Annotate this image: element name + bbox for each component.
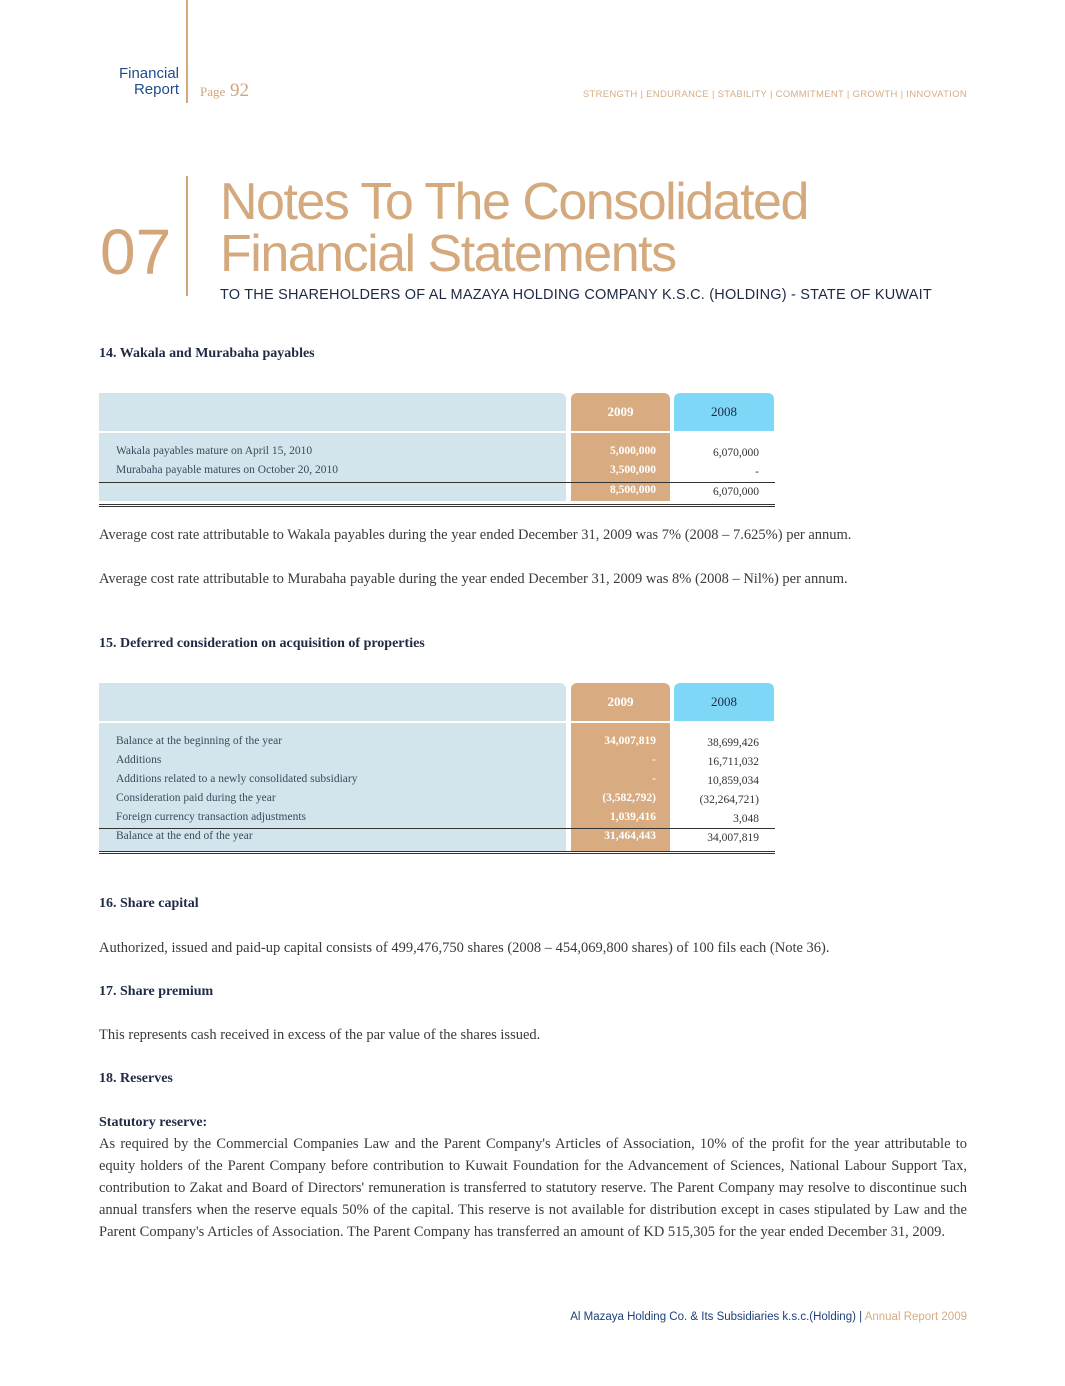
note18-heading: 18. Reserves (99, 1071, 173, 1086)
page-label: Page (200, 84, 226, 99)
note14-heading: 14. Wakala and Murabaha payables (99, 346, 315, 361)
note15-heading: 15. Deferred consideration on acquisition of properties (99, 636, 425, 651)
table-row: Balance at the beginning of the year 34,007,819 38,699,426 (116, 735, 759, 749)
col-header-2008: 2008 (674, 683, 774, 721)
footer-separator: | (859, 1311, 863, 1323)
note16-heading: 16. Share capital (99, 896, 199, 911)
header-tagline: STRENGTH | ENDURANCE | STABILITY | COMMITMENT | GROWTH | INNOVATION (582, 89, 967, 100)
note14-murabaha-rate: Average cost rate attributable to Murabaha payable during the year ended December 31, 2009 was 8% (2008 – Nil%) per annum. (99, 571, 848, 587)
table-total-row: Balance at the end of the year 31,464,443 34,007,819 (116, 830, 759, 844)
footer-company: Al Mazaya Holding Co. & Its Subsidiaries k.s.c.(Holding) (570, 1311, 856, 1323)
header-divider (186, 0, 188, 103)
page-title (220, 173, 808, 283)
header-section-line1: Financial (118, 65, 179, 82)
note18-text: As required by the Commercial Companies Law and the Parent Company's Articles of Association, 10% of the profit for the year attributable to equity holders of the Parent Company before contribution to Kuwait Foundation for the Advancement of Sciences, National Labour Support Tax, contribution to Zakat and Board of Directors' remuneration is transferred to statutory reserve. The Parent Company may resolve to discontinue such annual transfers when the reserve equals 50% of the capital. This reserve is not available for distribution except in cases stipulated by Law and the Parent Company's Articles of Association. The Parent Company has transferred an amount of KD 515,305 for the year ended December 31, 2009. (99, 1136, 967, 1240)
title-divider (186, 176, 188, 296)
note18-subheading: Statutory reserve: (99, 1115, 208, 1130)
note14-table (99, 393, 775, 509)
page-subtitle: TO THE SHAREHOLDERS OF AL MAZAYA HOLDING COMPANY K.S.C. (HOLDING) - STATE OF KUWAIT (220, 287, 932, 303)
page-number-value: 92 (230, 80, 250, 101)
table-row: Foreign currency transaction adjustments 1,039,416 3,048 (116, 811, 759, 825)
table-header-blank (99, 393, 566, 431)
col-header-2009: 2009 (571, 683, 670, 721)
table-row: Additions - 16,711,032 (116, 754, 759, 768)
note15-table (99, 683, 775, 855)
note16-text: Authorized, issued and paid-up capital consists of 499,476,750 shares (2008 – 454,069,800 shares) of 100 fils each (Note 36). (99, 940, 830, 956)
col-header-2008: 2008 (674, 393, 774, 431)
col-header-2009: 2009 (571, 393, 670, 431)
header-section-label (60, 66, 179, 98)
page-title-line1: Notes To The Consolidated (220, 173, 808, 231)
table-row: Murabaha payable matures on October 20, 2010 3,500,000 - (116, 464, 759, 478)
table-row: Consideration paid during the year (3,582,792) (32,264,721) (116, 792, 759, 806)
footer-report: Annual Report 2009 (864, 1311, 967, 1323)
note17-heading: 17. Share premium (99, 984, 214, 999)
page-number (200, 80, 249, 102)
page-title-line2: Financial Statements (220, 225, 676, 283)
header-section-line2: Report (133, 81, 179, 98)
page-footer (570, 1311, 967, 1323)
table-row: Wakala payables mature on April 15, 2010 5,000,000 6,070,000 (116, 445, 759, 459)
note17-text: This represents cash received in excess of the par value of the shares issued. (99, 1027, 541, 1043)
table-total-row: 8,500,000 6,070,000 (610, 484, 759, 498)
table-header-blank (99, 683, 566, 721)
chapter-number: 07 (100, 216, 172, 288)
note14-wakala-rate: Average cost rate attributable to Wakala payables during the year ended December 31, 2009 was 7% (2008 – 7.625%) per annum. (99, 527, 852, 543)
table-row: Additions related to a newly consolidated subsidiary - 10,859,034 (116, 773, 759, 787)
